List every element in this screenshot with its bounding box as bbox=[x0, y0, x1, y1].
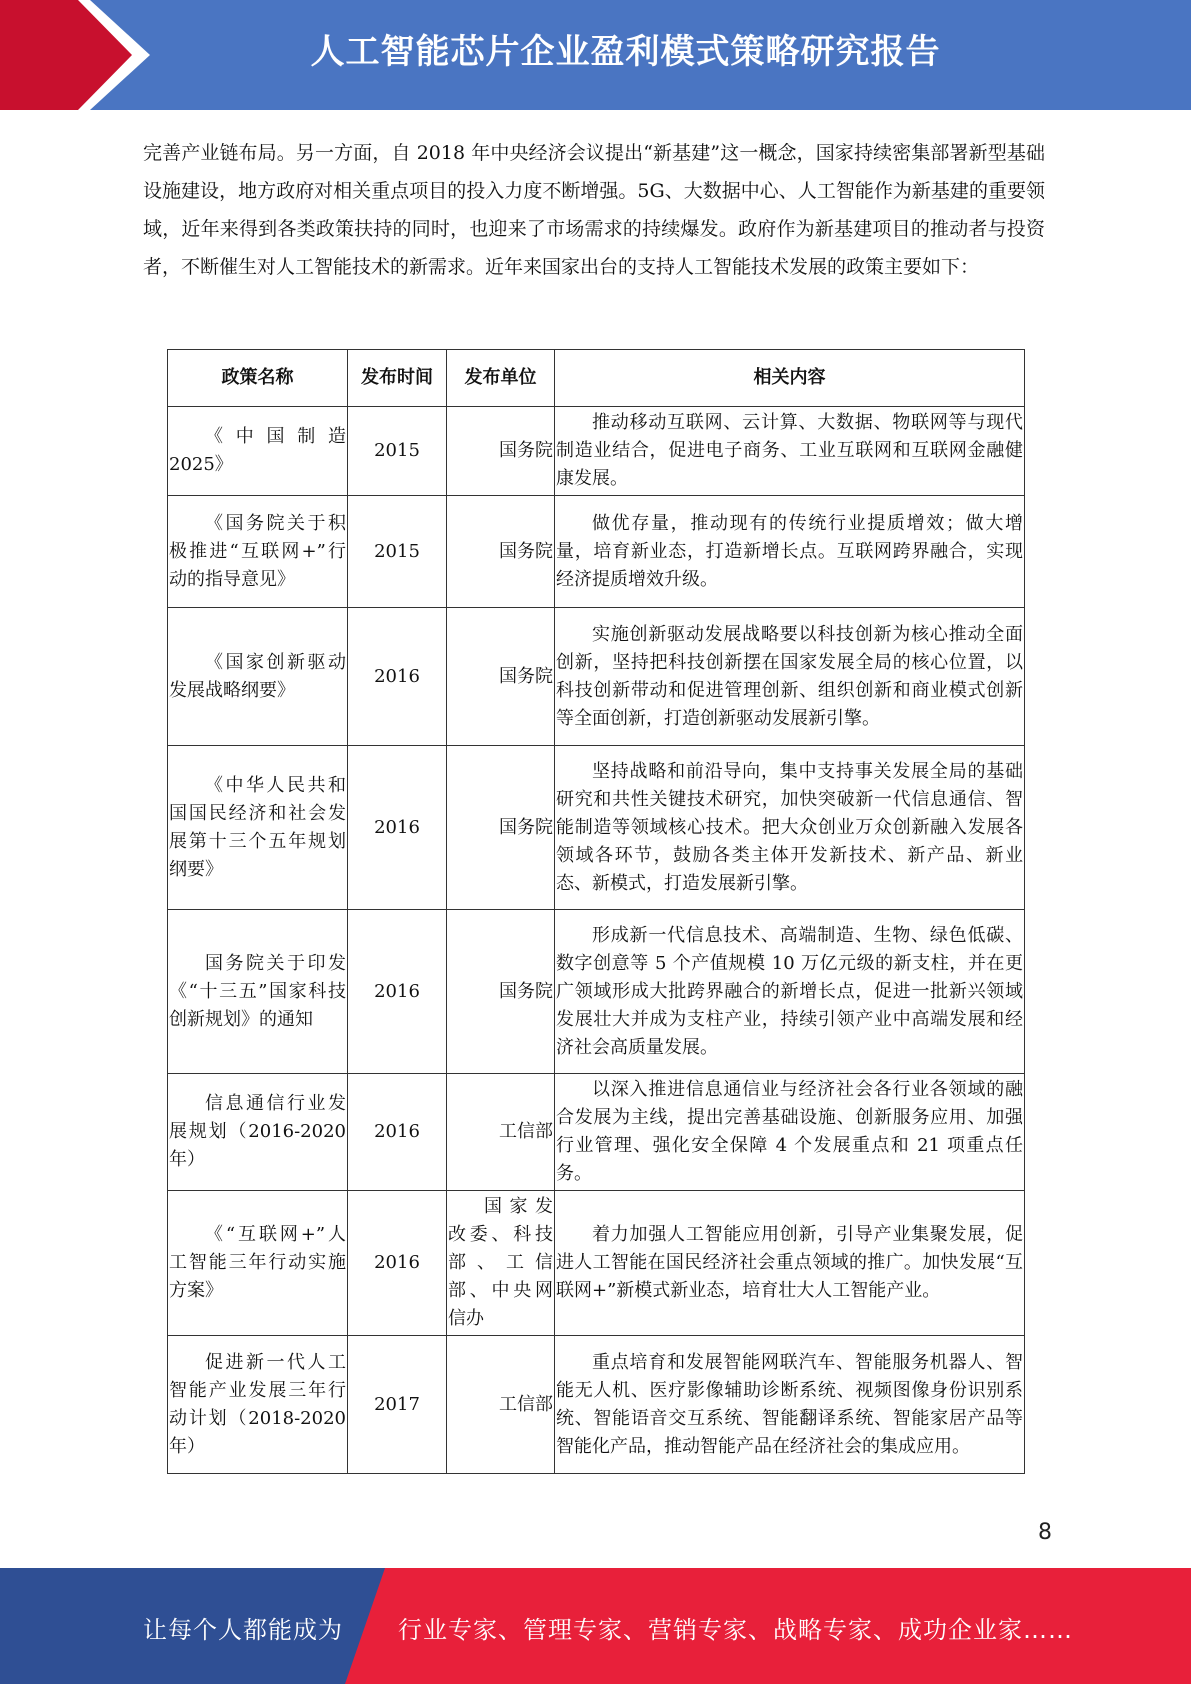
policy-org-cell: 国务院 bbox=[447, 746, 555, 910]
header-content: 相关内容 bbox=[555, 350, 1025, 407]
policy-year-cell: 2016 bbox=[348, 608, 447, 746]
page-header bbox=[0, 0, 1191, 110]
policy-org-cell: 国务院 bbox=[447, 496, 555, 608]
header-policy-name: 政策名称 bbox=[168, 350, 348, 407]
policy-org-cell: 工信部 bbox=[447, 1074, 555, 1191]
policy-content-cell: 着力加强人工智能应用创新，引导产业集聚发展，促进人工智能在国民经济社会重点领域的推广。加快发展“互联网+”新模式新业态，培育壮大人工智能产业。 bbox=[555, 1191, 1025, 1336]
table-row bbox=[168, 496, 1025, 608]
table-header-row bbox=[168, 350, 1025, 407]
footer-slogan-left: 让每个人都能成为 bbox=[143, 1616, 343, 1644]
policy-name-cell: 《“互联网+”人工智能三年行动实施方案》 bbox=[168, 1191, 348, 1336]
policy-org-cell: 国务院 bbox=[447, 608, 555, 746]
policy-name-cell: 国务院关于印发《“十三五”国家科技创新规划》的通知 bbox=[168, 910, 348, 1074]
policy-name-cell: 《中国制造2025》 bbox=[168, 407, 348, 496]
policy-org-cell: 国家发改委、科技部、工信部、中央网信办 bbox=[447, 1191, 555, 1336]
report-title: 人工智能芯片企业盈利模式策略研究报告 bbox=[310, 32, 941, 72]
policy-name-cell: 《国务院关于积极推进“互联网+”行动的指导意见》 bbox=[168, 496, 348, 608]
policy-content-cell: 做优存量，推动现有的传统行业提质增效；做大增量，培育新业态，打造新增长点。互联网跨界融合，实现经济提质增效升级。 bbox=[555, 496, 1025, 608]
policy-content-cell: 形成新一代信息技术、高端制造、生物、绿色低碳、数字创意等 5 个产值规模 10 万亿元级的新支柱，并在更广领域形成大批跨界融合的新增长点，促进一批新兴领域发展壮大并成为支柱产业，持续引领产业中高端发展和经济社会高质量发展。 bbox=[555, 910, 1025, 1074]
header-release-org: 发布单位 bbox=[447, 350, 555, 407]
policy-org-cell: 国务院 bbox=[447, 910, 555, 1074]
policy-name-cell: 《国家创新驱动发展战略纲要》 bbox=[168, 608, 348, 746]
policy-content-cell: 推动移动互联网、云计算、大数据、物联网等与现代制造业结合，促进电子商务、工业互联网和互联网金融健康发展。 bbox=[555, 407, 1025, 496]
header-release-time: 发布时间 bbox=[348, 350, 447, 407]
policy-content-cell: 实施创新驱动发展战略要以科技创新为核心推动全面创新，坚持把科技创新摆在国家发展全局的核心位置，以科技创新带动和促进管理创新、组织创新和商业模式创新等全面创新，打造创新驱动发展新引擎。 bbox=[555, 608, 1025, 746]
policy-year-cell: 2016 bbox=[348, 1074, 447, 1191]
table-row bbox=[168, 1191, 1025, 1336]
policy-year-cell: 2016 bbox=[348, 910, 447, 1074]
policy-year-cell: 2015 bbox=[348, 407, 447, 496]
table-row bbox=[168, 1074, 1025, 1191]
table-row bbox=[168, 608, 1025, 746]
page-number: 8 bbox=[1038, 1520, 1052, 1545]
policy-table bbox=[167, 349, 1025, 1474]
table-row bbox=[168, 910, 1025, 1074]
policy-org-cell: 工信部 bbox=[447, 1336, 555, 1474]
policy-content-cell: 重点培育和发展智能网联汽车、智能服务机器人、智能无人机、医疗影像辅助诊断系统、视频图像身份识别系统、智能语音交互系统、智能翻译系统、智能家居产品等智能化产品，推动智能产品在经济社会的集成应用。 bbox=[555, 1336, 1025, 1474]
policy-year-cell: 2015 bbox=[348, 496, 447, 608]
policy-name-cell: 促进新一代人工智能产业发展三年行动计划（2018-2020 年） bbox=[168, 1336, 348, 1474]
policy-year-cell: 2016 bbox=[348, 1191, 447, 1336]
table-row bbox=[168, 1336, 1025, 1474]
policy-content-cell: 以深入推进信息通信业与经济社会各行业各领域的融合发展为主线，提出完善基础设施、创新服务应用、加强行业管理、强化安全保障 4 个发展重点和 21 项重点任务。 bbox=[555, 1074, 1025, 1191]
table-row bbox=[168, 746, 1025, 910]
policy-org-cell: 国务院 bbox=[447, 407, 555, 496]
policy-name-cell: 信息通信行业发展规划（2016-2020 年） bbox=[168, 1074, 348, 1191]
policy-year-cell: 2017 bbox=[348, 1336, 447, 1474]
table-row bbox=[168, 407, 1025, 496]
footer-slogan-right: 行业专家、管理专家、营销专家、战略专家、成功企业家…… bbox=[398, 1616, 1073, 1644]
intro-paragraph: 完善产业链布局。另一方面，自 2018 年中央经济会议提出“新基建”这一概念，国家持续密集部署新型基础设施建设，地方政府对相关重点项目的投入力度不断增强。5G、大数据中心、人工智能作为新基建的重要领域，近年来得到各类政策扶持的同时，也迎来了市场需求的持续爆发。政府作为新基建项目的推动者与投资者，不断催生对人工智能技术的新需求。近年来国家出台的支持人工智能技术发展的政策主要如下： bbox=[143, 142, 1045, 278]
policy-name-cell: 《中华人民共和国国民经济和社会发展第十三个五年规划纲要》 bbox=[168, 746, 348, 910]
policy-content-cell: 坚持战略和前沿导向，集中支持事关发展全局的基础研究和共性关键技术研究，加快突破新一代信息通信、智能制造等领域核心技术。把大众创业万众创新融入发展各领域各环节，鼓励各类主体开发新技术、新产品、新业态、新模式，打造发展新引擎。 bbox=[555, 746, 1025, 910]
header-arrow-decoration bbox=[0, 0, 150, 110]
policy-year-cell: 2016 bbox=[348, 746, 447, 910]
